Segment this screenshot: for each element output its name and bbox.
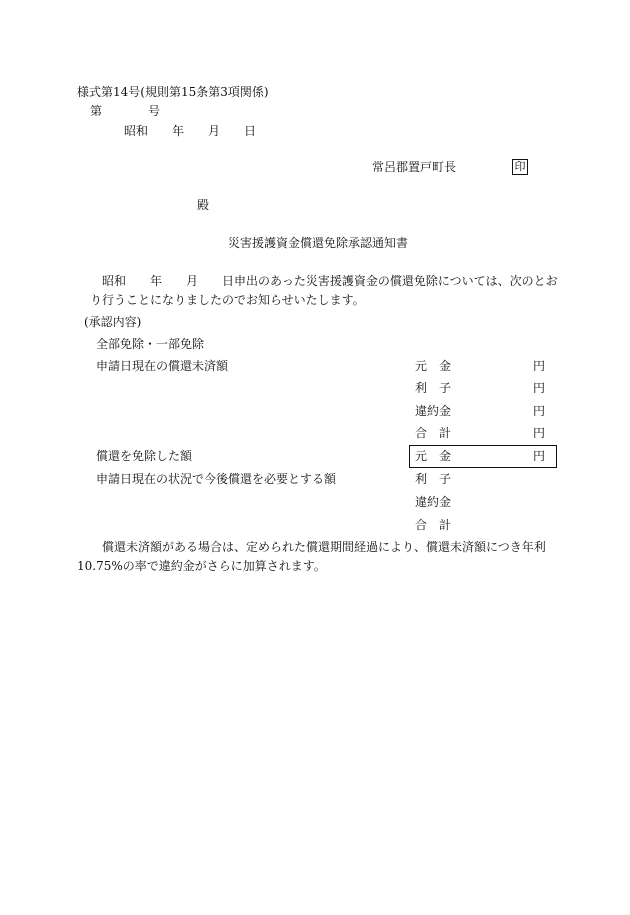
body-text-line2: り行うことになりましたのでお知らせいたします。: [90, 293, 365, 307]
future-required-label: 申請日現在の状況で今後償還を必要とする額: [96, 472, 337, 486]
exempted-amount-label: 償還を免除した額: [96, 449, 193, 463]
unpaid-total-label: 合 計: [415, 426, 452, 440]
body-date-year: 年: [150, 274, 163, 288]
issue-date-year: 年: [172, 124, 185, 138]
exemption-type: 全部免除・一部免除: [96, 337, 205, 351]
future-total-label: 合 計: [415, 518, 452, 532]
unpaid-total-yen: 円: [533, 426, 546, 440]
unpaid-amount-label: 申請日現在の償還未済額: [96, 359, 229, 373]
unpaid-principal-label: 元 金: [415, 359, 452, 373]
exempted-principal-yen: 円: [533, 449, 546, 463]
unpaid-interest-label: 利 子: [415, 381, 452, 395]
issue-date-era: 昭和: [124, 124, 149, 138]
issuer-name: 常呂郡置戸町長: [372, 160, 457, 174]
document-number-suffix: 号: [148, 104, 161, 118]
unpaid-penalty-label: 違約金: [415, 404, 452, 418]
issue-date-day: 日: [244, 124, 257, 138]
unpaid-principal-yen: 円: [533, 359, 546, 373]
document-title: 災害援護資金償還免除承認通知書: [228, 236, 409, 250]
note-line1: 償還未済額がある場合は、定められた償還期間経過により、償還未済額につき年利: [102, 540, 546, 554]
body-date-era: 昭和: [102, 274, 127, 288]
form-number-header: 様式第14号(規則第15条第3項関係): [77, 85, 269, 99]
future-penalty-label: 違約金: [415, 495, 452, 509]
body-date-month: 月: [186, 274, 199, 288]
unpaid-penalty-yen: 円: [533, 404, 546, 418]
document-number-prefix: 第: [90, 104, 103, 118]
exempted-principal-label: 元 金: [415, 449, 452, 463]
issue-date-month: 月: [208, 124, 221, 138]
unpaid-interest-yen: 円: [533, 381, 546, 395]
body-text-line1: 日申出のあった災害援護資金の償還免除については、次のとお: [222, 274, 558, 288]
approval-heading: (承認内容): [84, 315, 142, 329]
addressee-honorific: 殿: [197, 198, 210, 212]
future-interest-label: 利 子: [415, 472, 452, 486]
note-line2: 10.75%の率で違約金がさらに加算されます。: [77, 559, 326, 573]
seal-mark: 印: [512, 159, 528, 175]
